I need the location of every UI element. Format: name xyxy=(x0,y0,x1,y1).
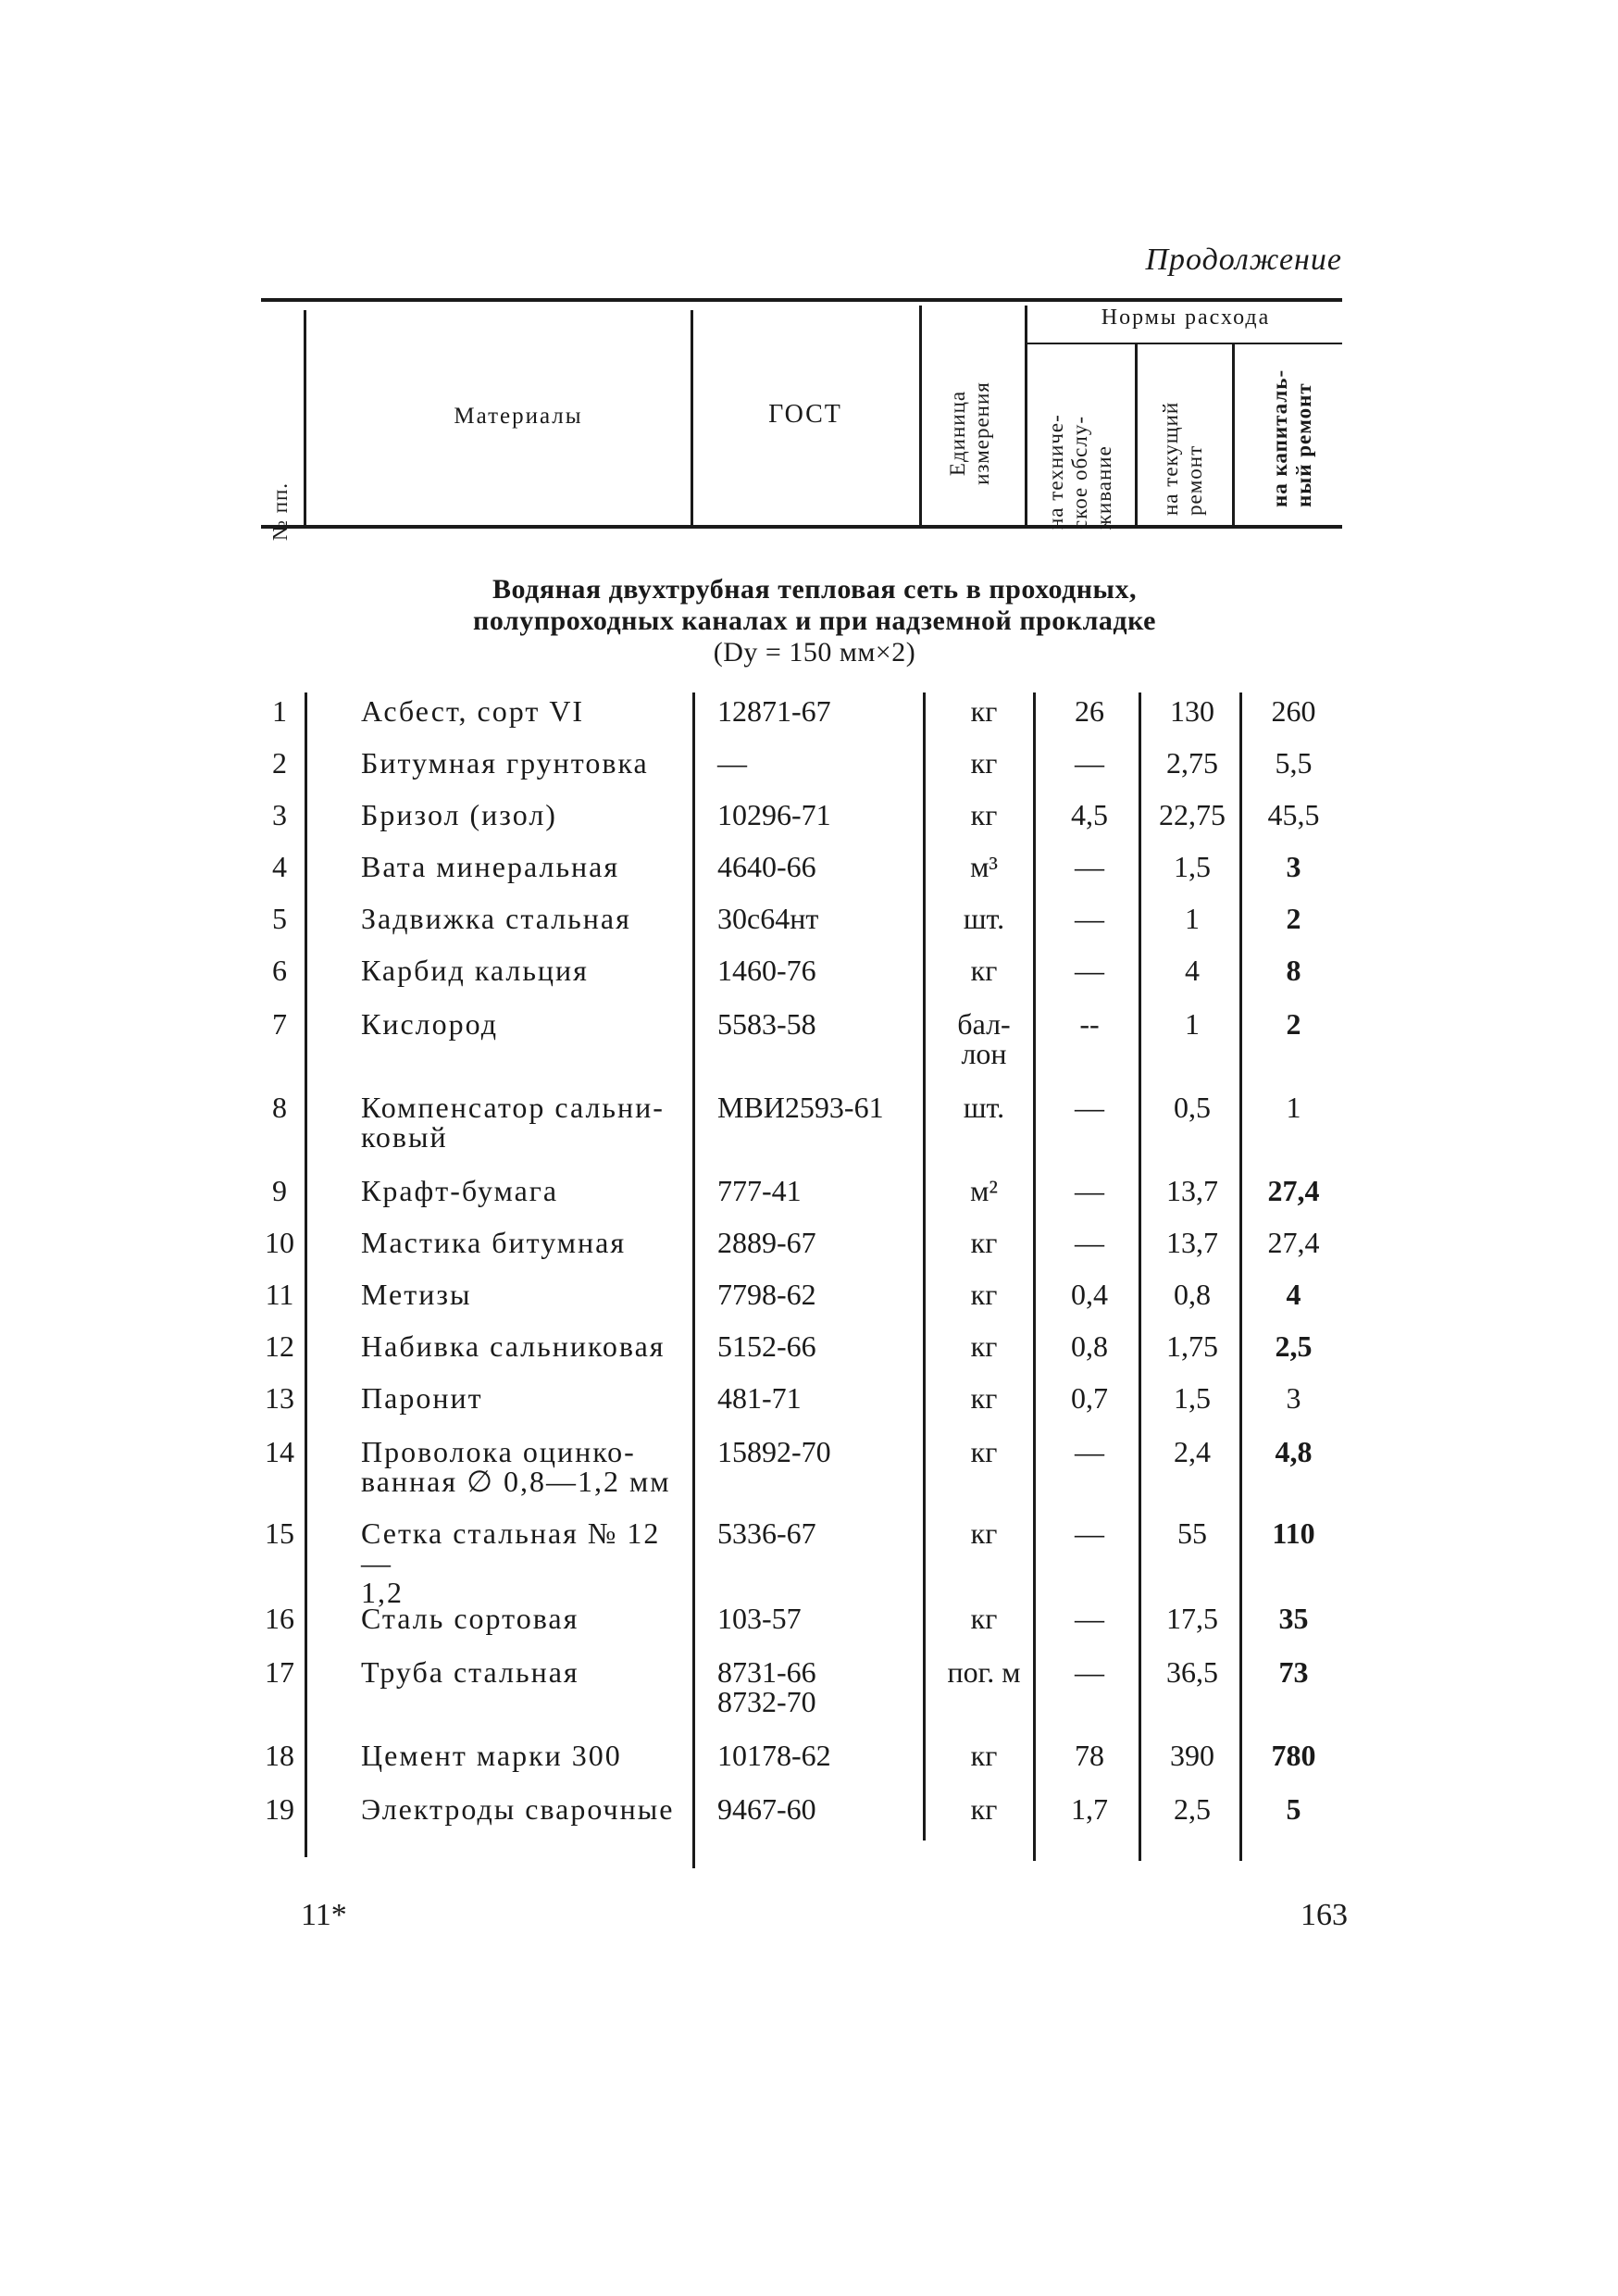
norm-capital-repair: 8 xyxy=(1286,954,1301,987)
row-number: 8 xyxy=(272,1091,287,1124)
gost-code: 5583-58 xyxy=(717,1007,816,1041)
norm-maintenance: 4,5 xyxy=(1071,798,1108,831)
gost-code: 1460-76 xyxy=(717,954,816,987)
norm-capital-repair: 35 xyxy=(1278,1602,1309,1635)
norm-capital-repair: 3 xyxy=(1286,1381,1301,1415)
gost-code: 9467-60 xyxy=(717,1792,816,1826)
norm-current-repair: 55 xyxy=(1177,1516,1207,1550)
norm-current-repair: 1 xyxy=(1185,1007,1200,1041)
unit-of-measure: шт. xyxy=(963,1091,1005,1124)
column-capital-repair-header: на капиталь- ный ремонт xyxy=(1268,368,1315,507)
material-name: Электроды сварочные xyxy=(361,1792,675,1826)
gost-code: 10296-71 xyxy=(717,798,831,831)
unit-of-measure: кг xyxy=(970,1602,998,1635)
unit-of-measure: шт. xyxy=(963,902,1005,935)
norm-capital-repair: 780 xyxy=(1271,1739,1316,1772)
column-unit-header: Единица измерения xyxy=(946,381,993,485)
row-number: 10 xyxy=(265,1226,294,1259)
header-divider-1 xyxy=(304,310,306,525)
row-number: 7 xyxy=(272,1007,287,1041)
norm-capital-repair: 73 xyxy=(1278,1655,1309,1689)
unit-of-measure: кг xyxy=(970,694,998,728)
norm-current-repair: 0,5 xyxy=(1174,1091,1211,1124)
row-number: 17 xyxy=(265,1655,294,1689)
gost-code: 4640-66 xyxy=(717,850,816,883)
material-name: Вата минеральная xyxy=(361,850,620,883)
norm-capital-repair: 4 xyxy=(1286,1278,1301,1311)
section-title-line-1: Водяная двухтрубная тепловая сеть в проходных, xyxy=(492,574,1137,605)
unit-of-measure: кг xyxy=(970,746,998,780)
norm-current-repair: 36,5 xyxy=(1166,1655,1218,1689)
norm-capital-repair: 27,4 xyxy=(1267,1226,1320,1259)
norm-current-repair: 1,5 xyxy=(1174,1381,1211,1415)
column-current-repair-header: на текущий ремонт xyxy=(1159,401,1206,516)
unit-of-measure: м³ xyxy=(970,850,998,883)
row-number: 15 xyxy=(265,1516,294,1550)
unit-of-measure: кг xyxy=(970,1435,998,1468)
row-number: 13 xyxy=(265,1381,294,1415)
body-divider-2 xyxy=(692,693,695,1868)
gost-code: 15892-70 xyxy=(717,1435,831,1468)
norm-maintenance: 0,4 xyxy=(1071,1278,1108,1311)
column-maintenance-header: на техниче- ское обслу- живание xyxy=(1044,414,1115,530)
body-divider-6 xyxy=(1239,693,1242,1861)
header-divider-5 xyxy=(1135,344,1138,525)
norm-current-repair: 17,5 xyxy=(1166,1602,1218,1635)
norm-current-repair: 0,8 xyxy=(1174,1278,1211,1311)
section-title-line-2: полупроходных каналах и при надземной прокладке xyxy=(473,605,1156,636)
material-name: Сталь сортовая xyxy=(361,1602,579,1635)
column-gost-header: ГОСТ xyxy=(768,400,842,429)
norm-maintenance: 0,8 xyxy=(1071,1329,1108,1363)
norm-maintenance: — xyxy=(1075,746,1104,780)
gost-code: 103-57 xyxy=(717,1602,802,1635)
norm-current-repair: 1,5 xyxy=(1174,850,1211,883)
gost-code: 481-71 xyxy=(717,1381,802,1415)
row-number: 9 xyxy=(272,1174,287,1207)
norm-maintenance: -- xyxy=(1079,1007,1100,1041)
norm-maintenance: — xyxy=(1075,1655,1104,1689)
norm-current-repair: 13,7 xyxy=(1166,1226,1218,1259)
header-divider-6 xyxy=(1232,344,1235,525)
gost-code: 5336-67 xyxy=(717,1516,816,1550)
gost-code: 30с64нт xyxy=(717,902,819,935)
norm-capital-repair: 1 xyxy=(1286,1091,1301,1124)
gost-code: 7798-62 xyxy=(717,1278,816,1311)
norm-current-repair: 130 xyxy=(1170,694,1214,728)
page-number: 163 xyxy=(1301,1898,1348,1932)
row-number: 14 xyxy=(265,1435,294,1468)
unit-of-measure: кг xyxy=(970,1516,998,1550)
material-name: Метизы xyxy=(361,1278,472,1311)
material-name: Цемент марки 300 xyxy=(361,1739,622,1772)
material-name: Крафт-бумага xyxy=(361,1174,559,1207)
section-title-line-3: (Dy = 150 мм×2) xyxy=(713,637,916,668)
unit-of-measure: кг xyxy=(970,1278,998,1311)
column-number-header: № пп. xyxy=(268,481,292,541)
header-divider-3 xyxy=(919,306,922,525)
row-number: 16 xyxy=(265,1602,294,1635)
material-name: Сетка стальная № 12— 1,2 xyxy=(361,1516,661,1609)
gost-code: 777-41 xyxy=(717,1174,802,1207)
material-name: Асбест, сорт VI xyxy=(361,694,585,728)
header-divider-4 xyxy=(1025,306,1027,525)
material-name: Паронит xyxy=(361,1381,483,1415)
gost-code: — xyxy=(717,746,747,780)
body-divider-1 xyxy=(305,693,307,1857)
unit-of-measure: м² xyxy=(970,1174,998,1207)
norm-capital-repair: 27,4 xyxy=(1267,1174,1320,1207)
norm-capital-repair: 45,5 xyxy=(1267,798,1320,831)
unit-of-measure: пог. м xyxy=(947,1655,1021,1689)
row-number: 4 xyxy=(272,850,287,883)
material-name: Труба стальная xyxy=(361,1655,579,1689)
unit-of-measure: кг xyxy=(970,798,998,831)
norm-maintenance: — xyxy=(1075,902,1104,935)
gost-code: 5152-66 xyxy=(717,1329,816,1363)
norm-current-repair: 1 xyxy=(1185,902,1200,935)
row-number: 12 xyxy=(265,1329,294,1363)
material-name: Кислород xyxy=(361,1007,498,1041)
gost-code: 10178-62 xyxy=(717,1739,831,1772)
norm-maintenance: — xyxy=(1075,1226,1104,1259)
header-divider-2 xyxy=(691,310,693,525)
norm-maintenance: 26 xyxy=(1075,694,1104,728)
material-name: Карбид кальция xyxy=(361,954,589,987)
norm-current-repair: 22,75 xyxy=(1159,798,1226,831)
norm-current-repair: 390 xyxy=(1170,1739,1214,1772)
column-materials-header: Материалы xyxy=(454,404,583,429)
norm-capital-repair: 5,5 xyxy=(1275,746,1313,780)
material-name: Компенсатор сальни- ковый xyxy=(361,1091,665,1154)
norm-maintenance: — xyxy=(1075,954,1104,987)
norm-current-repair: 2,75 xyxy=(1166,746,1218,780)
norm-maintenance: — xyxy=(1075,1516,1104,1550)
unit-of-measure: кг xyxy=(970,954,998,987)
row-number: 5 xyxy=(272,902,287,935)
material-name: Битумная грунтовка xyxy=(361,746,649,780)
norm-capital-repair: 110 xyxy=(1272,1516,1315,1550)
norm-current-repair: 2,5 xyxy=(1174,1792,1211,1826)
row-number: 2 xyxy=(272,746,287,780)
norm-maintenance: — xyxy=(1075,850,1104,883)
norm-maintenance: — xyxy=(1075,1174,1104,1207)
gost-code: МВИ2593-61 xyxy=(717,1091,884,1124)
norm-maintenance: — xyxy=(1075,1602,1104,1635)
unit-of-measure: кг xyxy=(970,1739,998,1772)
unit-of-measure: кг xyxy=(970,1329,998,1363)
row-number: 11 xyxy=(265,1278,294,1311)
unit-of-measure: кг xyxy=(970,1381,998,1415)
material-name: Мастика битумная xyxy=(361,1226,627,1259)
norm-current-repair: 2,4 xyxy=(1174,1435,1211,1468)
norm-maintenance: 0,7 xyxy=(1071,1381,1108,1415)
section-title xyxy=(352,574,1277,668)
norm-current-repair: 13,7 xyxy=(1166,1174,1218,1207)
gost-code: 12871-67 xyxy=(717,694,831,728)
norm-capital-repair: 2 xyxy=(1286,1007,1301,1041)
norm-capital-repair: 3 xyxy=(1286,850,1301,883)
body-divider-3 xyxy=(923,693,926,1841)
norm-capital-repair: 260 xyxy=(1271,694,1316,728)
norm-maintenance: — xyxy=(1075,1091,1104,1124)
row-number: 18 xyxy=(265,1739,294,1772)
row-number: 1 xyxy=(272,694,287,728)
unit-of-measure: кг xyxy=(970,1792,998,1826)
material-name: Бризол (изол) xyxy=(361,798,557,831)
continuation-label: Продолжение xyxy=(1145,243,1342,277)
norm-capital-repair: 2 xyxy=(1286,902,1301,935)
material-name: Проволока оцинко- ванная ∅ 0,8—1,2 мм xyxy=(361,1435,671,1498)
norm-maintenance: — xyxy=(1075,1435,1104,1468)
norm-current-repair: 4 xyxy=(1185,954,1200,987)
material-name: Задвижка стальная xyxy=(361,902,631,935)
gost-code: 8731-66 8732-70 xyxy=(717,1655,816,1718)
norm-maintenance: 1,7 xyxy=(1071,1792,1108,1826)
norm-maintenance: 78 xyxy=(1075,1739,1104,1772)
row-number: 3 xyxy=(272,798,287,831)
unit-of-measure: кг xyxy=(970,1226,998,1259)
signature-mark: 11* xyxy=(301,1898,347,1932)
gost-code: 2889-67 xyxy=(717,1226,816,1259)
norm-current-repair: 1,75 xyxy=(1166,1329,1218,1363)
norm-capital-repair: 5 xyxy=(1286,1792,1301,1826)
row-number: 19 xyxy=(265,1792,294,1826)
material-name: Набивка сальниковая xyxy=(361,1329,666,1363)
norm-capital-repair: 4,8 xyxy=(1275,1435,1313,1468)
row-number: 6 xyxy=(272,954,287,987)
unit-of-measure: бал- лон xyxy=(957,1007,1011,1070)
norm-capital-repair: 2,5 xyxy=(1275,1329,1313,1363)
norms-group-header: Нормы расхода xyxy=(1101,306,1271,330)
table-top-rule xyxy=(261,298,1342,302)
header-bottom-rule xyxy=(261,525,1342,529)
